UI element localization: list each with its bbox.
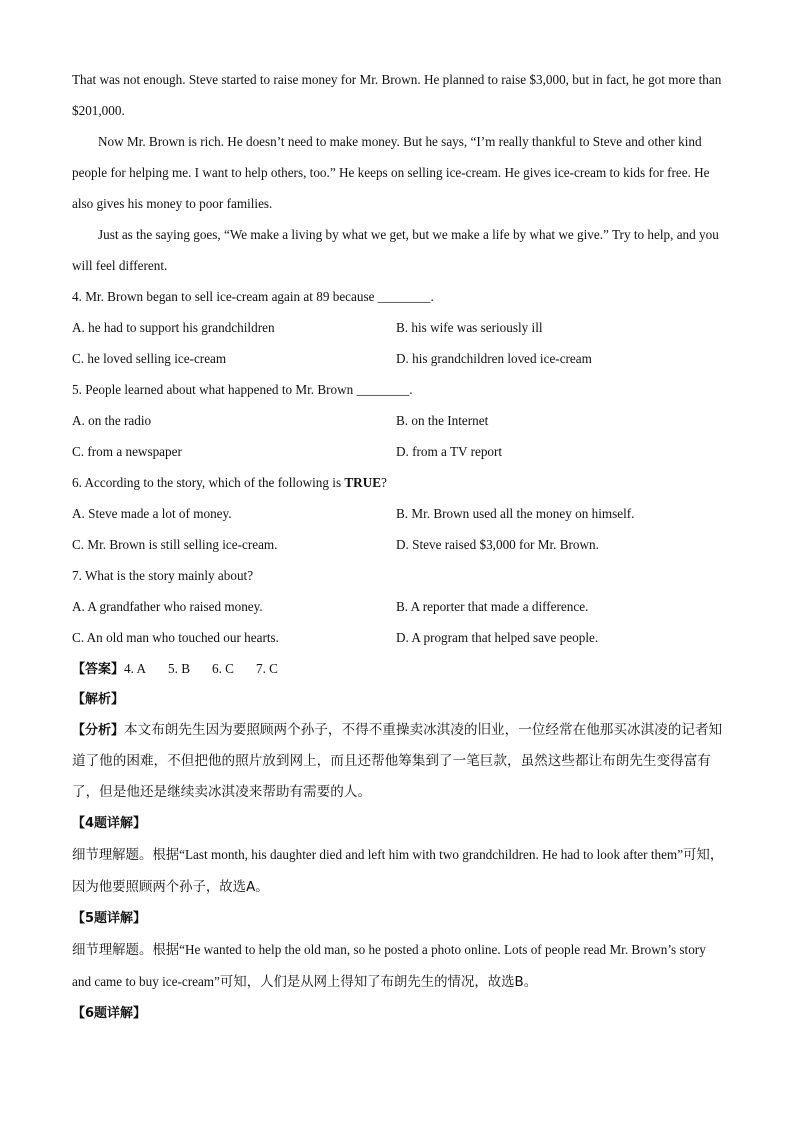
analysis-heading: 【解析】 [72, 692, 125, 707]
question-7-option-a[interactable]: A. A grandfather who raised money. [72, 599, 263, 614]
question-5-stem: 5. People learned about what happened to Mr. Brown ________. [72, 382, 413, 397]
detail-5-pre: 细节理解题。根据 [72, 943, 180, 958]
question-4-option-c[interactable]: C. he loved selling ice-cream [72, 351, 227, 366]
answer-item: 5. B [168, 661, 190, 676]
question-7-option-b[interactable]: B. A reporter that made a difference. [396, 599, 589, 614]
detail-6-tag: 【6题详解】 [72, 1006, 147, 1021]
detail-4-pre: 细节理解题。根据 [72, 848, 180, 863]
detail-5-text [72, 934, 724, 998]
summary-text: 本文布朗先生因为要照顾两个孙子，不得不重操卖冰淇凌的旧业，一位经常在他那买冰淇凌的记者知道了他的困难，不但把他的照片放到网上，而且还帮他筹集到了一笔巨款，虽然这些都让布朗先生变得富有了，但是他还是继续卖冰淇凌来帮助有需要的人。 [72, 722, 723, 800]
detail-4-tag: 【4题详解】 [72, 816, 147, 831]
detail-4-quote: “Last month, his daughter died and left him with two grandchildren. He had to look after them” [179, 847, 684, 862]
question-6-stem [72, 467, 724, 498]
question-5-options-row-2 [72, 436, 724, 467]
analysis-summary [72, 715, 724, 808]
question-6-option-c[interactable]: C. Mr. Brown is still selling ice-cream. [72, 537, 278, 552]
question-4-option-d[interactable]: D. his grandchildren loved ice-cream [396, 351, 592, 366]
question-6-option-b[interactable]: B. Mr. Brown used all the money on himself. [396, 506, 635, 521]
question-6-option-a[interactable]: A. Steve made a lot of money. [72, 506, 232, 521]
detail-4-text [72, 839, 724, 903]
answer-tag: 【答案】 [72, 662, 125, 677]
question-6-options-row-2 [72, 529, 724, 560]
question-5-option-a[interactable]: A. on the radio [72, 413, 152, 428]
analysis-tag [72, 684, 724, 715]
question-5-option-d[interactable]: D. from a TV report [396, 444, 503, 459]
question-7-option-c[interactable]: C. An old man who touched our hearts. [72, 630, 279, 645]
question-6-stem-end: ? [381, 475, 387, 490]
question-5-option-b[interactable]: B. on the Internet [396, 413, 489, 428]
question-5-options-row-1 [72, 405, 724, 436]
question-6-options-row-1 [72, 498, 724, 529]
question-6-stem-text: 6. According to the story, which of the following is [72, 475, 345, 490]
passage-paragraph-1: That was not enough. Steve started to raise money for Mr. Brown. He planned to raise $3,000, but in fact, he got more than $201,000. [72, 72, 722, 118]
answer-line [72, 653, 724, 684]
detail-5-quote: “He wanted to help the old man, so he posted a photo online. Lots of people read Mr. Brown’s story and came to buy ice-cream” [72, 942, 706, 989]
detail-6-heading [72, 998, 724, 1029]
document-page [72, 64, 724, 1029]
detail-4-heading [72, 808, 724, 839]
answer-item: 4. A [124, 661, 146, 676]
detail-5-post: 可知，人们是从网上得知了布朗先生的情况，故选B。 [219, 975, 538, 990]
question-7-stem: 7. What is the story mainly about? [72, 568, 254, 583]
summary-tag: 【分析】 [72, 723, 125, 738]
question-4-stem: 4. Mr. Brown began to sell ice-cream again at 89 because ________. [72, 289, 434, 304]
question-5-option-c[interactable]: C. from a newspaper [72, 444, 182, 459]
answer-item: 7. C [255, 661, 278, 676]
detail-5-tag: 【5题详解】 [72, 911, 147, 926]
question-7-options-row-1 [72, 591, 724, 622]
answer-item: 6. C [211, 661, 234, 676]
question-4-option-b[interactable]: B. his wife was seriously ill [396, 320, 543, 335]
passage-paragraph-2: Now Mr. Brown is rich. He doesn’t need to make money. But he says, “I’m really thankful to Steve and other kind people for helping me. I want to help others, too.” He keeps on selling ice-cream. He gives ice-cream to kids for free. He also gives his money to poor families. [72, 134, 710, 211]
detail-5-heading [72, 903, 724, 934]
detail-4-post: 可知，因为他要照顾两个孙子，故选A。 [72, 848, 724, 895]
question-6-option-d[interactable]: D. Steve raised $3,000 for Mr. Brown. [396, 537, 599, 552]
passage-paragraph-3: Just as the saying goes, “We make a living by what we get, but we make a life by what we give.” Try to help, and you will feel different. [72, 227, 719, 273]
question-4-options-row-1 [72, 312, 724, 343]
question-4-option-a[interactable]: A. he had to support his grandchildren [72, 320, 275, 335]
question-7-option-d[interactable]: D. A program that helped save people. [396, 630, 599, 645]
question-4-options-row-2 [72, 343, 724, 374]
question-7-options-row-2 [72, 622, 724, 653]
question-6-stem-emphasis: TRUE [344, 475, 382, 490]
